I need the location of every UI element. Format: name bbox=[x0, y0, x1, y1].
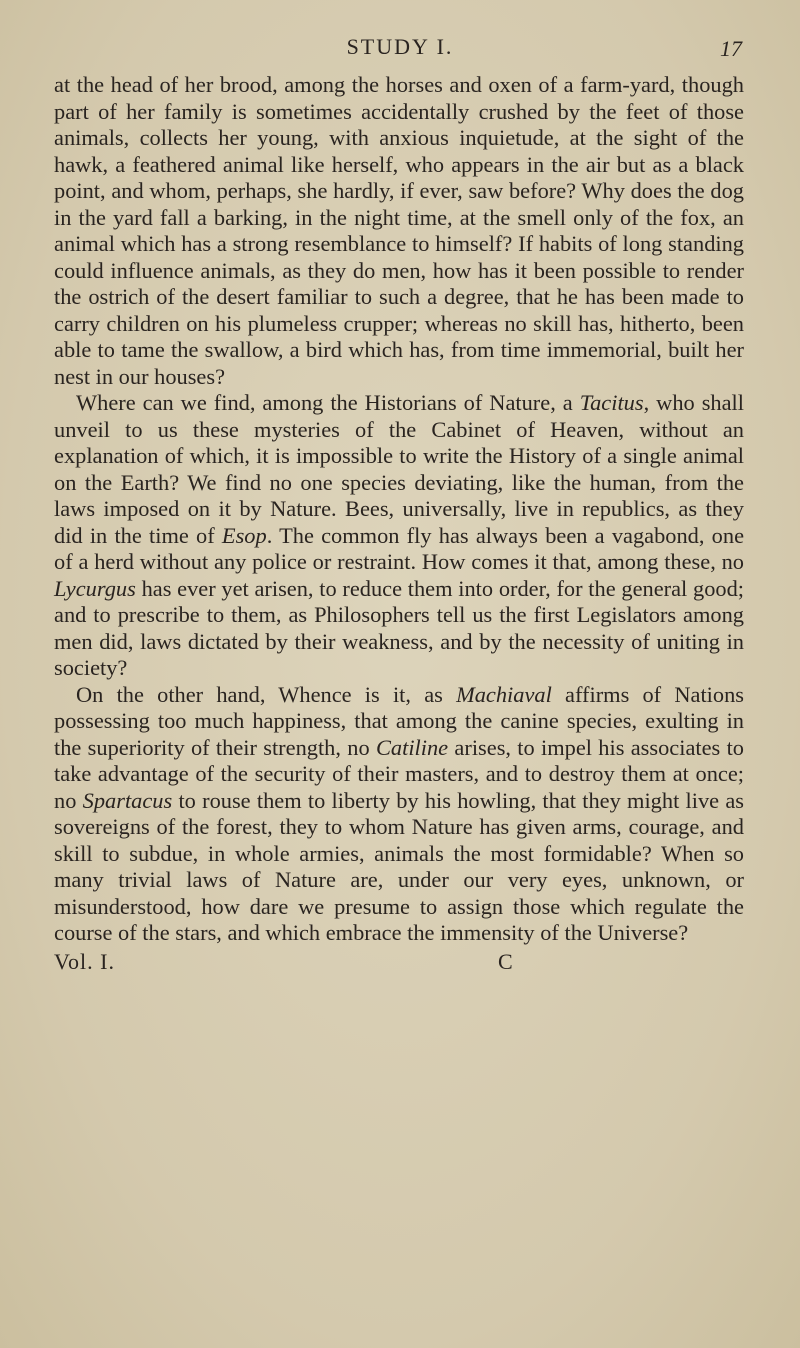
running-head bbox=[0, 34, 800, 64]
page-number: 17 bbox=[720, 36, 742, 61]
page-footer bbox=[54, 949, 594, 977]
body-text bbox=[54, 72, 744, 947]
paragraph-1: at the head of her brood, among the horses and oxen of a farm-yard, though part of her family is sometimes accidentally crushed by the feet of those animals, collects her young, with anxious inquietude, at the sight of the hawk, a feathered animal like herself, who appears in the air but as a black point, and whom, perhaps, she hardly, if ever, saw before? Why does the dog in the yard fall a barking, in the night time, at the smell only of the fox, an animal which has a strong resemblance to himself? If habits of long standing could influence animals, as they do men, how has it been possible to render the ostrich of the desert familiar to such a degree, that he has been made to carry children on his plumeless crupper; whereas no skill has, hitherto, been able to tame the swallow, a bird which has, from time immemorial, built her nest in our houses? bbox=[54, 72, 744, 389]
volume-label: Vol. I. bbox=[54, 949, 115, 974]
paragraph-2: Where can we find, among the Historians of Nature, a Tacitus, who shall unveil to us these mysteries of the Cabinet of Heaven, without an explanation of which, it is impossible to write the History of a single animal on the Earth? We find no one species deviating, like the human, from the laws imposed on it by Nature. Bees, universally, live in republics, as they did in the time of Esop. The common fly has always been a vagabond, one of a herd without any police or restraint. How comes it that, among these, no Lycurgus has ever yet arisen, to reduce them into order, for the general good; and to prescribe to them, as Philosophers tell us the first Legislators among men did, laws dictated by their weakness, and by the necessity of uniting in society? bbox=[54, 390, 745, 680]
chapter-title: STUDY I. bbox=[346, 34, 454, 59]
paragraph-3: On the other hand, Whence is it, as Machiaval affirms of Nations possessing too much happiness, that among the canine species, exulting in the superiority of their strength, no Catiline arises, to impel his associates to take advantage of the security of their masters, and to destroy them at once; no Spartacus to rouse them to liberty by his howling, that they might live as sovereigns of the forest, they to whom Nature has given arms, courage, and skill to subdue, in whole armies, animals the most formidable? When so many trivial laws of Nature are, under our very eyes, unknown, or misunderstood, how dare we presume to assign those which regulate the course of the stars, and which embrace the immensity of the Universe? bbox=[54, 681, 745, 945]
signature-mark: C bbox=[498, 949, 513, 974]
